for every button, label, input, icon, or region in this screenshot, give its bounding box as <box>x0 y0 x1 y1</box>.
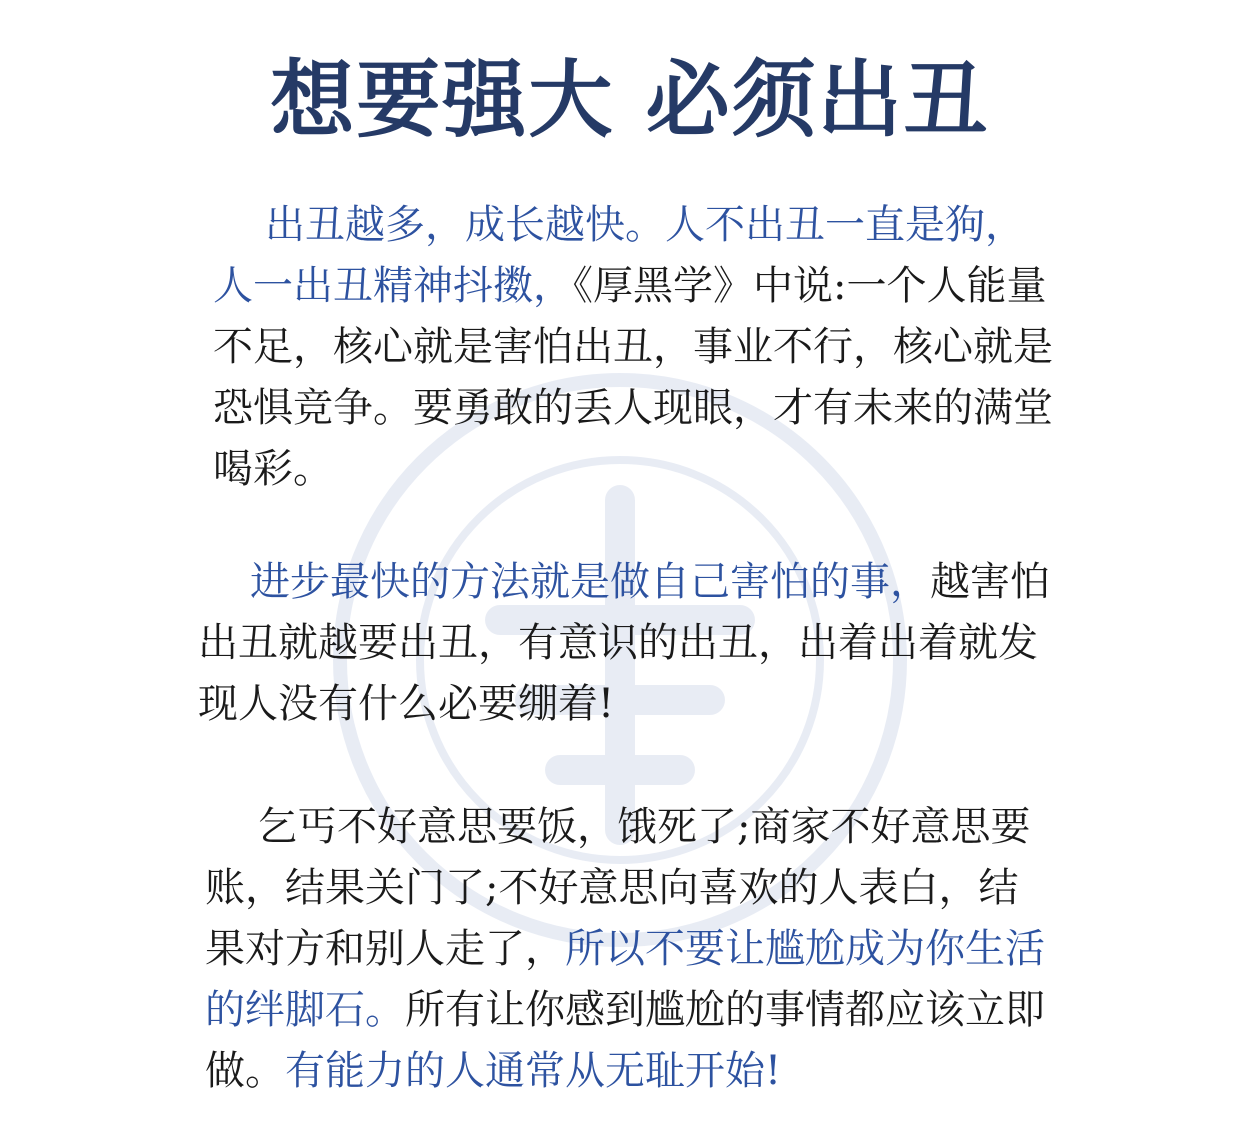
paragraph-3-highlight-1: 所以不要让尴尬成为你生活的绊脚石。 <box>205 926 1045 1033</box>
paragraph-3-body-2: 所有让你感到尴尬的事情都应该立即做。 <box>205 987 1045 1094</box>
paragraph-2-body: 越害怕出丑就越要出丑，有意识的出丑，出着出着就发现人没有什么必要绷着! <box>198 559 1050 727</box>
paragraph-1 <box>213 195 1063 500</box>
paragraph-3-highlight-2: 有能力的人通常从无耻开始! <box>285 1048 782 1094</box>
paragraph-1-highlight: 出丑越多，成长越快。人不出丑一直是狗，人一出丑精神抖擞， <box>213 202 1025 309</box>
paragraph-3-body-1: 乞丐不好意思要饭，饿死了;商家不好意思要账，结果关门了;不好意思向喜欢的人表白，结果对方和别人走了， <box>205 804 1031 972</box>
paragraph-2-highlight: 进步最快的方法就是做自己害怕的事， <box>250 559 930 605</box>
paragraph-3 <box>205 797 1055 1102</box>
page-title: 想要强大 必须出丑 <box>270 51 990 149</box>
paragraph-2 <box>198 552 1068 735</box>
paragraph-1-body: 《厚黑学》中说:一个人能量不足，核心就是害怕出丑，事业不行，核心就是恐惧竞争。要勇敢的丢人现眼，才有未来的满堂喝彩。 <box>213 263 1053 492</box>
